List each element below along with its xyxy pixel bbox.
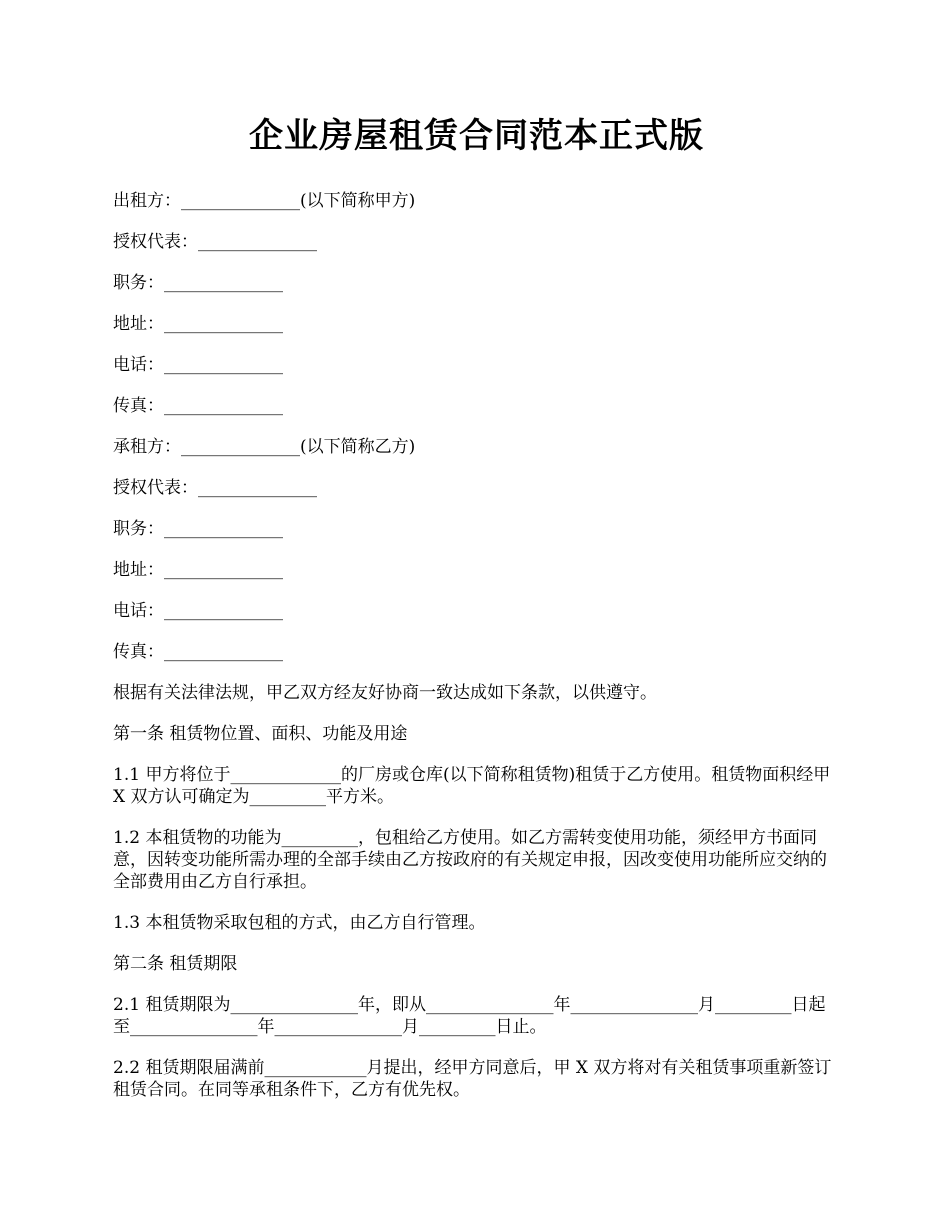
lessee-address-line: 地址：______________ bbox=[113, 560, 283, 580]
lessor-party-line: 出租方：______________(以下简称甲方) bbox=[113, 191, 416, 211]
preamble-paragraph: 根据有关法律法规，甲乙双方经友好协商一致达成如下条款，以供遵守。 bbox=[113, 683, 657, 703]
lessee-phone-line: 电话：______________ bbox=[113, 601, 283, 621]
article-1-heading: 第一条 租赁物位置、面积、功能及用途 bbox=[113, 724, 408, 744]
lessor-address-line: 地址：______________ bbox=[113, 314, 283, 334]
lessee-fax-line: 传真：______________ bbox=[113, 642, 283, 662]
clause-2-2: 2.2 租赁期限届满前____________月提出，经甲方同意后，甲 X 双方将对有关租赁事项重新签订租赁合同。在同等承租条件下，乙方有优先权。 bbox=[113, 1058, 832, 1100]
lessor-phone-line: 电话：______________ bbox=[113, 355, 283, 375]
document-title: 企业房屋租赁合同范本正式版 bbox=[249, 116, 704, 156]
lessor-position-line: 职务：______________ bbox=[113, 273, 283, 293]
lessee-position-line: 职务：______________ bbox=[113, 519, 283, 539]
lessor-fax-line: 传真：______________ bbox=[113, 396, 283, 416]
lessee-party-line: 承租方：______________(以下简称乙方) bbox=[113, 437, 416, 457]
article-2-heading: 第二条 租赁期限 bbox=[113, 954, 238, 974]
clause-1-2: 1.2 本租赁物的功能为_________，包租给乙方使用。如乙方需转变使用功能，须经甲方书面同意，因转变功能所需办理的全部手续由乙方按政府的有关规定申报，因改变使用功能所应交纳的全部费用由乙方自行承担。 bbox=[113, 828, 827, 892]
lessee-representative-line: 授权代表：______________ bbox=[113, 478, 317, 498]
clause-1-3: 1.3 本租赁物采取包租的方式，由乙方自行管理。 bbox=[113, 913, 486, 933]
lessor-representative-line: 授权代表：______________ bbox=[113, 232, 317, 252]
clause-2-1: 2.1 租赁期限为_______________年，即从_______________年_______________月_________日起至_______________年_______________月_________日止。 bbox=[113, 995, 826, 1037]
clause-1-1: 1.1 甲方将位于_____________的厂房或仓库(以下简称租赁物)租赁于乙方使用。租赁物面积经甲 X 双方认可确定为_________平方米。 bbox=[113, 765, 831, 807]
